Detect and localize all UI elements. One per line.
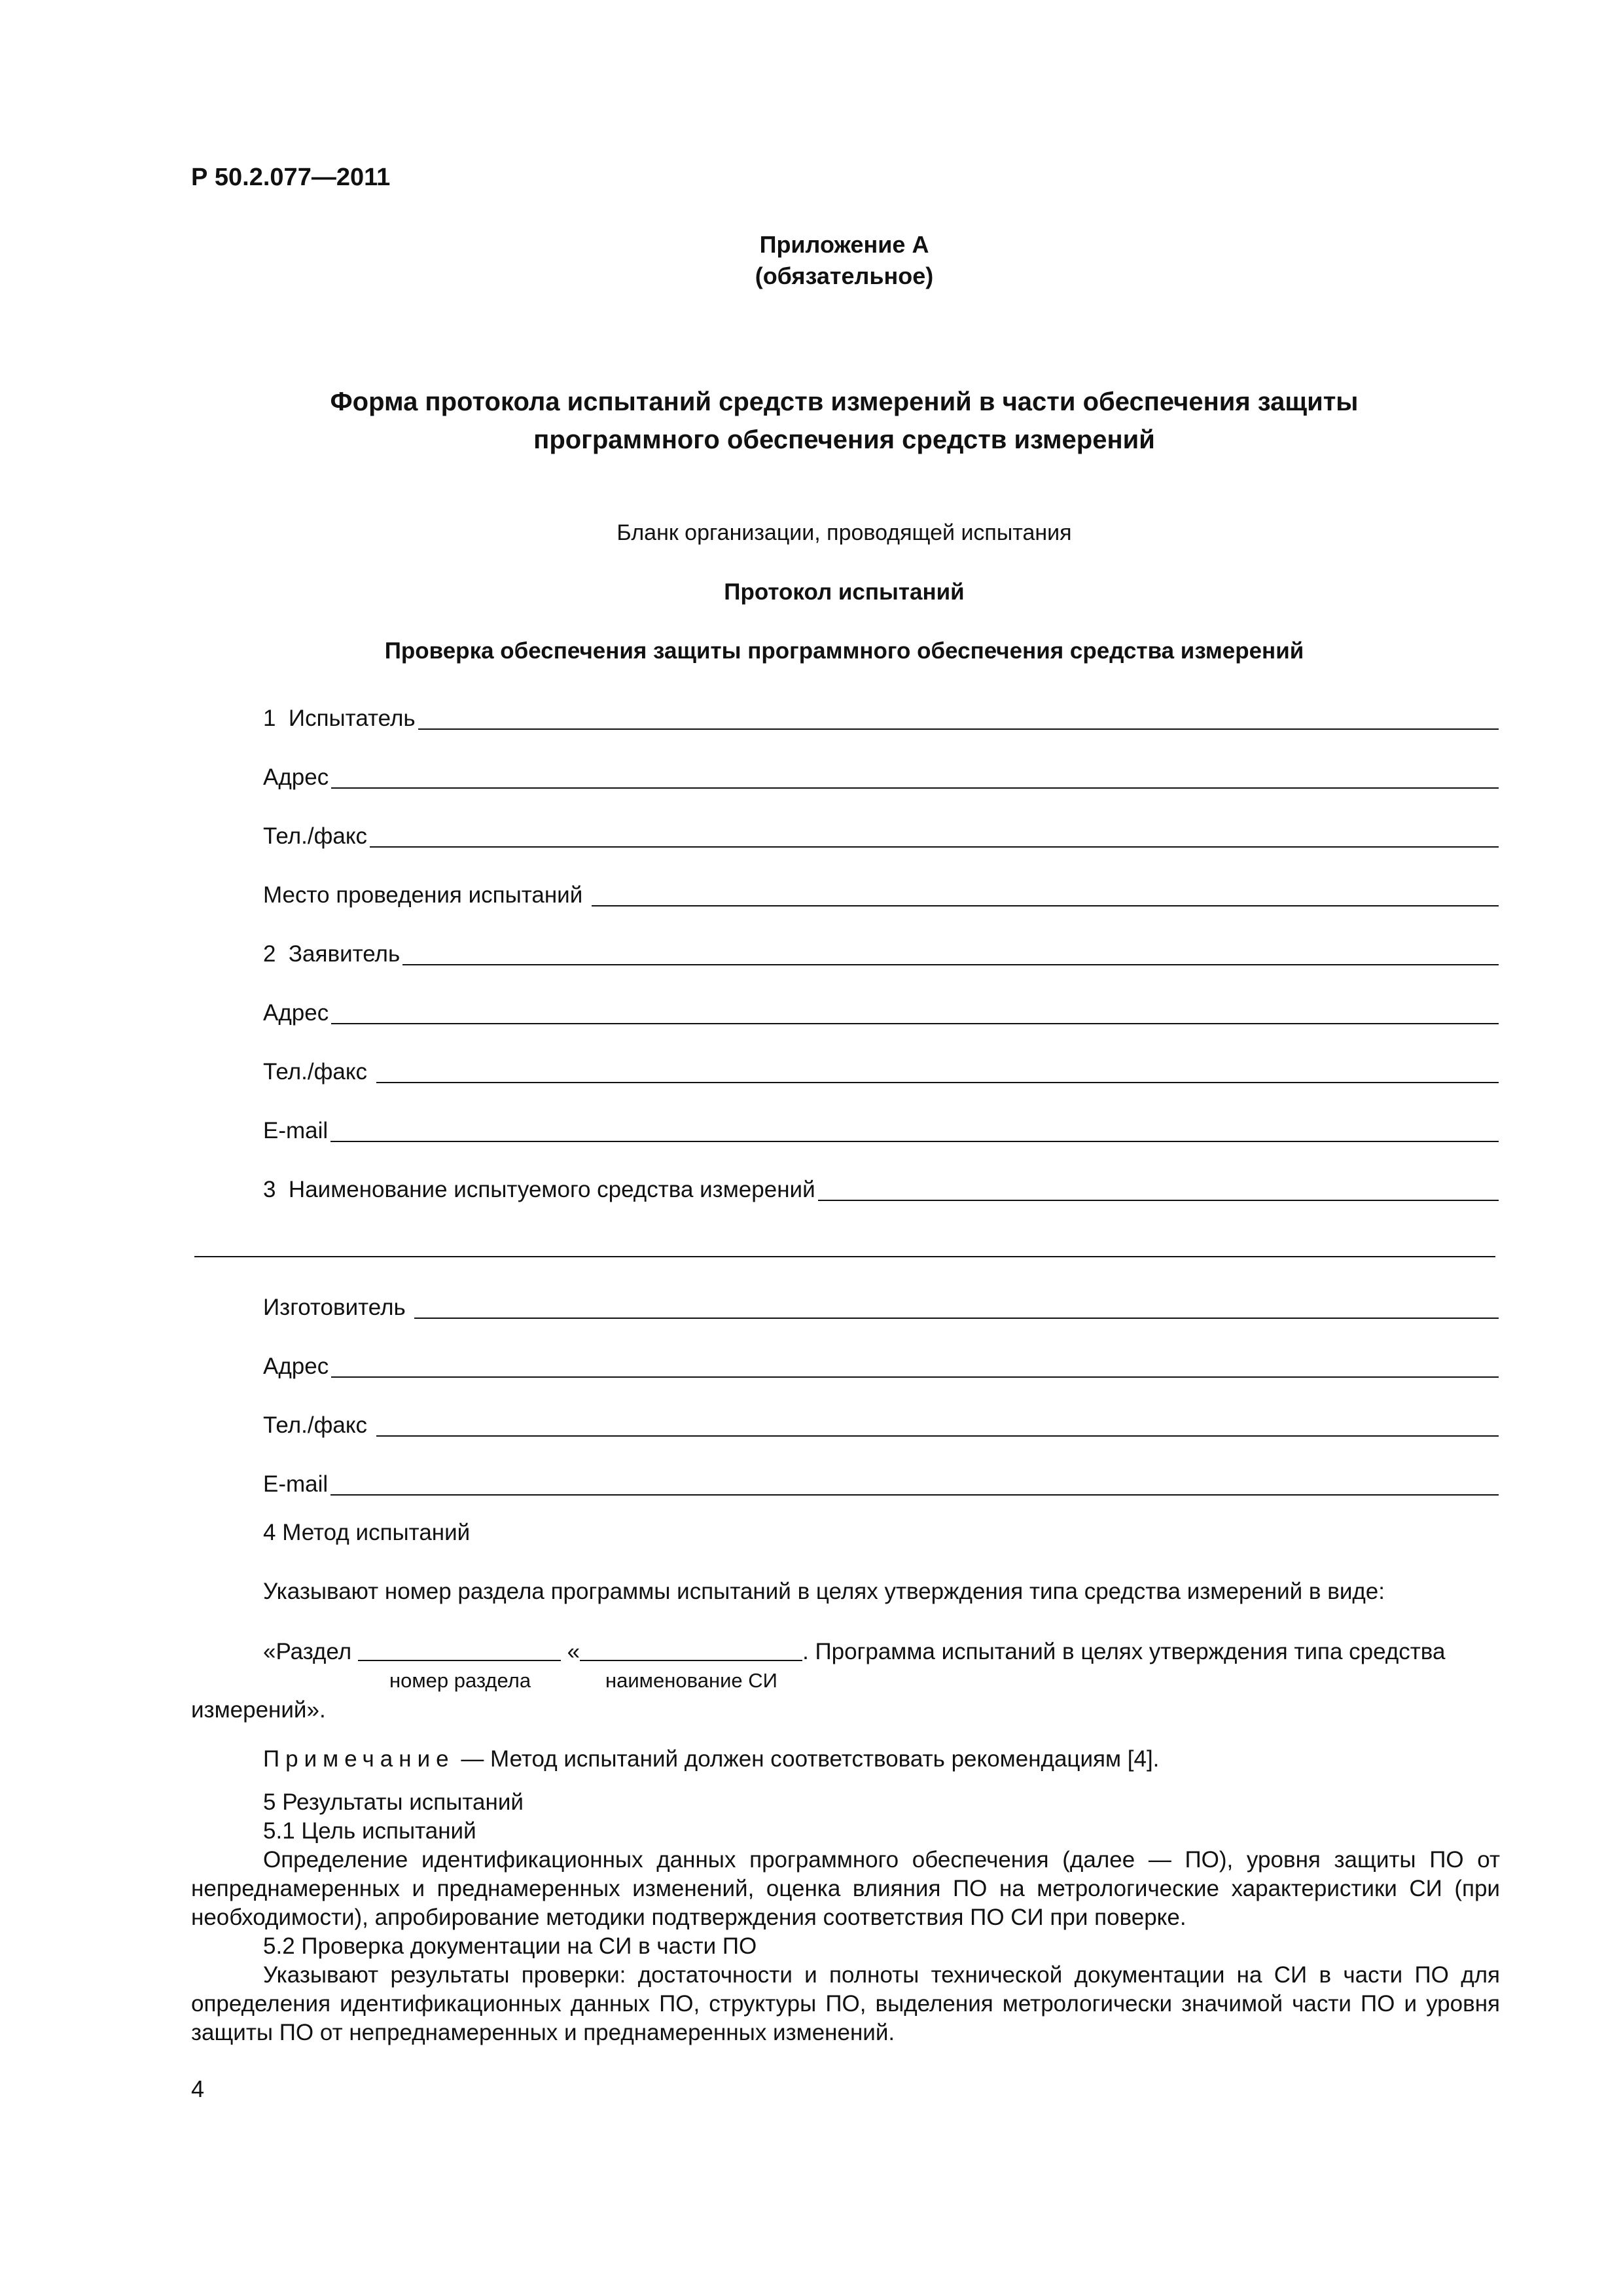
- razdel-suffix: . Программа испытаний в целях утверждения типа средства: [802, 1639, 1446, 1664]
- section-number-input-line[interactable]: [358, 1640, 561, 1661]
- applicant-field[interactable]: [263, 936, 1499, 967]
- section-5-1-text: Определение идентификационных данных программного обеспечения (далее — ПО), уровня защиты ПО от непреднамеренных и преднамеренных изменений, оценка влияния ПО на метрологические характеристики СИ (при необходимости), апробирование методики подтверждения соответствия ПО СИ при поверке.: [191, 1847, 1500, 1930]
- instrument-name-input-line[interactable]: [818, 1198, 1499, 1201]
- check-title: Проверка обеспечения защиты программного обеспечения средства измерений: [384, 638, 1304, 664]
- razdel-end: измерений».: [191, 1697, 326, 1723]
- tester-label: 1 Испытатель: [263, 706, 416, 731]
- section-5-2-text: Указывают результаты проверки: достаточности и полноты технической документации на СИ в части ПО для определения идентификационных данных ПО, структуры ПО, выделения метрологически значимой части ПО и уровня защиты ПО от непреднамеренных и преднамеренных изменений.: [191, 1962, 1500, 2045]
- tester-phone-input-line[interactable]: [370, 845, 1499, 848]
- applicant-input-line[interactable]: [402, 963, 1499, 965]
- instrument-name-input-line-2[interactable]: [580, 1640, 802, 1661]
- manufacturer-email-input-line[interactable]: [330, 1493, 1499, 1496]
- section-5-2-title: 5.2 Проверка документации на СИ в части ПО: [263, 1933, 757, 1959]
- instrument-name-label: 3 Наименование испытуемого средства измерений: [263, 1177, 815, 1202]
- tester-field[interactable]: [263, 700, 1499, 732]
- razdel-template-row: [263, 1636, 1445, 1665]
- caption-section-number: номер раздела: [389, 1669, 531, 1692]
- caption-instrument-name: наименование СИ: [605, 1669, 777, 1692]
- manufacturer-email-field[interactable]: [263, 1466, 1499, 1498]
- quote-open: «: [560, 1639, 580, 1664]
- tester-address-input-line[interactable]: [331, 786, 1499, 789]
- organization-blank-label: Бланк организации, проводящей испытания: [616, 520, 1072, 545]
- applicant-email-field[interactable]: [263, 1113, 1499, 1144]
- note: [263, 1746, 1159, 1772]
- applicant-phone-label: Тел./факс: [263, 1059, 374, 1085]
- document-code: Р 50.2.077—2011: [191, 164, 391, 191]
- test-place-label: Место проведения испытаний: [263, 882, 589, 908]
- appendix-status: (обязательное): [755, 262, 934, 289]
- test-place-input-line[interactable]: [592, 904, 1499, 906]
- note-label: Примечание: [263, 1746, 455, 1772]
- appendix-heading: [191, 229, 1497, 292]
- applicant-address-input-line[interactable]: [331, 1022, 1499, 1024]
- razdel-prefix: «Раздел: [263, 1639, 358, 1664]
- section-5-title: 5 Результаты испытаний: [263, 1789, 524, 1815]
- section-4-instruction: Указывают номер раздела программы испытаний в целях утверждения типа средства измерений в виде:: [263, 1579, 1385, 1604]
- test-place-field[interactable]: [263, 877, 1499, 908]
- manufacturer-label: Изготовитель: [263, 1295, 412, 1320]
- manufacturer-email-label: E-mail: [263, 1471, 329, 1497]
- applicant-phone-input-line[interactable]: [376, 1081, 1499, 1083]
- instrument-name-continuation-line[interactable]: [194, 1256, 1495, 1257]
- tester-phone-field[interactable]: [263, 818, 1499, 850]
- section-5: [191, 1788, 1500, 2047]
- instrument-name-field[interactable]: [263, 1172, 1499, 1203]
- applicant-phone-field[interactable]: [263, 1054, 1499, 1085]
- manufacturer-input-line[interactable]: [414, 1316, 1499, 1319]
- protocol-title: Протокол испытаний: [724, 579, 965, 605]
- manufacturer-address-input-line[interactable]: [331, 1375, 1499, 1378]
- section-4-title: 4 Метод испытаний: [263, 1520, 471, 1545]
- tester-input-line[interactable]: [418, 727, 1499, 730]
- form-title: [191, 383, 1497, 459]
- manufacturer-address-field[interactable]: [263, 1348, 1499, 1380]
- tester-address-field[interactable]: [263, 759, 1499, 791]
- manufacturer-phone-label: Тел./факс: [263, 1412, 374, 1438]
- tester-phone-label: Тел./факс: [263, 823, 368, 849]
- section-5-1-title: 5.1 Цель испытаний: [263, 1818, 476, 1844]
- appendix-title: Приложение А: [759, 231, 929, 258]
- applicant-email-label: E-mail: [263, 1118, 329, 1143]
- manufacturer-field[interactable]: [263, 1289, 1499, 1321]
- form-title-line-2: программного обеспечения средств измерений: [533, 425, 1155, 454]
- note-text: — Метод испытаний должен соответствовать рекомендациям [4].: [454, 1746, 1160, 1772]
- applicant-label: 2 Заявитель: [263, 941, 401, 967]
- applicant-address-label: Адрес: [263, 1000, 329, 1026]
- applicant-address-field[interactable]: [263, 995, 1499, 1026]
- form-title-line-1: Форма протокола испытаний средств измерений в части обеспечения защиты: [330, 387, 1359, 416]
- manufacturer-address-label: Адрес: [263, 1354, 329, 1379]
- page-number: 4: [191, 2075, 205, 2102]
- manufacturer-phone-field[interactable]: [263, 1407, 1499, 1439]
- tester-address-label: Адрес: [263, 764, 329, 790]
- applicant-email-input-line[interactable]: [330, 1139, 1499, 1142]
- manufacturer-phone-input-line[interactable]: [376, 1434, 1499, 1437]
